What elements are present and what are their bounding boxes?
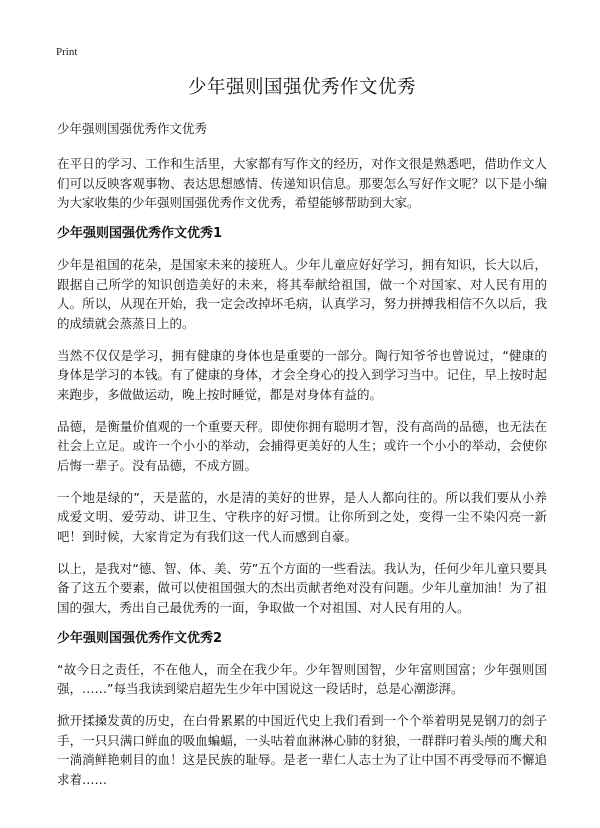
document-subtitle: 少年强则国强优秀作文优秀 (57, 121, 208, 136)
section-1-paragraph: 以上，是我对“德、智、体、美、劳”五个方面的一些看法。我认为，任何少年儿童只要具备了这五个要素，做可以使祖国强大的杰出贡献者绝对没有问题。少年儿童加油！为了祖国的强大，秀出自己最优秀的一面，争取做一个对祖国、对人民有用的人。 (57, 560, 547, 615)
section-2-paragraph: “故今日之责任，不在他人，而全在我少年。少年智则国智，少年富则国富；少年强则国强，……”每当我读到梁启超先生少年中国说这一段话时，总是心潮澎湃。 (57, 661, 547, 696)
section-2-paragraph: 掀开揉搡发黄的历史，在白骨累累的中国近代史上我们看到一个个举着明晃晃钢刀的刽子手，一只只满口鲜血的吸血蝙蝠，一头咕着血淋淋心肺的豺狼，一群群叼着头颅的鹰犬和一淌淌鲜艳刺目的血！这是民族的耻辱。是老一辈仁人志士为了让中国不再受辱而不懈追求着…… (57, 713, 547, 787)
section-1-paragraph: 品德，是衡量价值观的一个重要天秤。即使你拥有聪明才智，没有高尚的品德，也无法在社会上立足。或许一个小小的举动，会捕得更美好的人生；或许一个小小的举动，会使你后悔一辈子。没有品德，不成方圆。 (57, 418, 547, 473)
intro-paragraph: 在平日的学习、工作和生活里，大家都有写作文的经历，对作文很是熟悉吧，借助作文人们可以反映客观事物、表达思想感情、传递知识信息。那要怎么写好作文呢？以下是小编为大家收集的少年强则国强优秀作文优秀，希望能够帮助到大家。 (57, 156, 547, 210)
document-body (57, 76, 547, 802)
section-1-paragraph: 当然不仅仅是学习，拥有健康的身体也是重要的一部分。陶行知爷爷也曾说过，“健康的身体是学习的本钱。有了健康的身体，才会全身心的投入到学习当中。记住，早上按时起来跑步，多做做运动，晚上按时睡觉，都是对身体有益的。 (57, 347, 547, 402)
page-title: 少年强则国强优秀作文优秀 (187, 77, 416, 98)
section-1-paragraph: 少年是祖国的花朵，是国家未来的接班人。少年儿童应好好学习，拥有知识，长大以后，跟据自己所学的知识创造美好的未来，将其奉献给祖国，做一个对国家、对人民有用的人。所以，从现在开始，我一定会改掉坏毛病，认真学习，努力拼搏我相信不久以后，我的成绩就会蒸蒸日上的。 (57, 257, 547, 331)
print-link[interactable]: Print (56, 46, 78, 58)
section-heading-2: 少年强则国强优秀作文优秀2 (57, 630, 223, 646)
section-heading-1: 少年强则国强优秀作文优秀1 (57, 226, 223, 241)
section-1-paragraph: 一个地是绿的”，天是蓝的，水是清的美好的世界，是人人都向往的。所以我们要从小养成爱文明、爱劳动、讲卫生、守秩序的好习惯。让你所到之处，变得一尘不染闪亮一新吧！到时候，大家肯定为有我们这一代人而感到自豪。 (57, 489, 547, 544)
